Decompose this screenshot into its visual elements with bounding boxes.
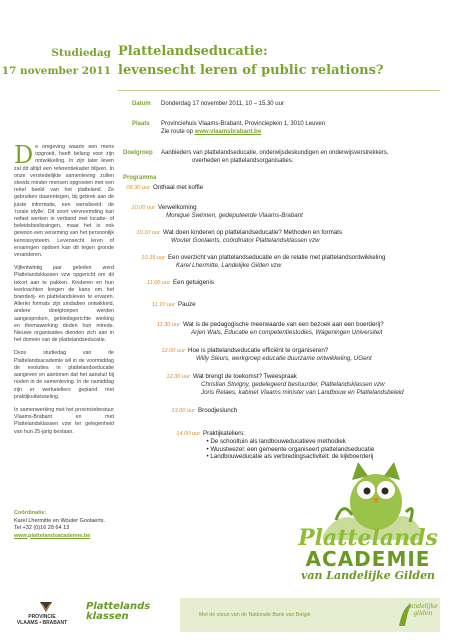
program-speaker: Arjen Wals, Educatie en competentiestudies, Wageningen Universiteit	[191, 328, 383, 336]
program-item	[198, 407, 398, 415]
workshop-bullet: • Landbouweducatie als verbredingsactiviteit: de kijkboerderij	[203, 453, 374, 461]
pk-line-2: klassen	[86, 611, 129, 622]
coordination-tel: Tel +32 (0)16 28 64 13	[14, 525, 70, 531]
program-title: Een overzicht van plattelandseducatie en de relatie met plattelandsontwikkeling	[168, 254, 386, 261]
plaats-value: Provinciehuis Vlaams-Brabant, Provincieplein 1, 3010 Leuven	[161, 121, 326, 127]
program-title: Praktijkateliers:	[203, 430, 245, 437]
program-time: 12.00 uur	[161, 348, 185, 354]
program-title: Hoe is plattelandseducatie efficiënt te organiseren?	[188, 347, 329, 354]
intro-paragraph-2: Vijfentwintig jaar geleden werd Plattelandsklassen vzw opgericht om dit tekort aan te pakken. Kinderen en hun leerkrachten kregen de kans om het boerderij- en plattelandsleven te ervaren. Allerlei formats zijn sindsdien ontwikkeld, andere doelgroepen werden aangesproken, gebiedsgerichte werking en themawerking deden hun intrede. Nieuwe organisaties dienden zich aan in het domein van de plattelandseducatie.	[14, 265, 114, 344]
datum-value: Donderdag 17 november 2011, 10 – 15.30 uur	[161, 101, 284, 107]
route-line	[161, 128, 261, 136]
owl-pupil-right	[382, 488, 389, 495]
intro-paragraph-1	[14, 141, 114, 259]
workshop-text: De schooltuin als landbouweducatieve methodiek	[210, 437, 346, 445]
doelgroep-label: Doelgroep	[123, 150, 153, 156]
program-title: Een getuigenis	[173, 279, 214, 286]
landelijke-gilden-text	[408, 603, 438, 617]
title-line-1: Plattelandseducatie:	[118, 44, 268, 59]
program-title: Wat doen kinderen op plattelandseducatie? Methoden en formats	[163, 229, 342, 236]
program-item	[173, 279, 433, 287]
program-time: 13.00 uur	[171, 408, 195, 414]
program-item	[188, 347, 446, 363]
coordination-label: Coördinatie:	[14, 510, 47, 516]
program-title: Wat brengt de toekomst? Tweespraak	[193, 373, 297, 380]
program-item	[183, 321, 448, 337]
logo-line-1: Plattelands	[298, 525, 438, 551]
program-item	[168, 254, 450, 270]
program-speaker-2: Joris Relaes, kabinet Vlaams minister van Landbouw en Plattelandsbeleid	[201, 388, 404, 396]
program-speaker: Monique Swinnen, gedeputeerde Vlaams-Brabant	[166, 211, 303, 219]
logo-line-2: ACADEMIE	[305, 547, 431, 571]
doelgroep-line-1: Aanbieders van plattelandseducatie, onderwijsdeskundigen en onderwijsverstrekkers,	[161, 150, 389, 156]
event-date: 17 november 2011	[1, 65, 111, 77]
support-text: Met de steun van de Nationale Bank van België	[199, 612, 311, 618]
coordination-site-link[interactable]: www.plattelandsacademie.be	[14, 532, 91, 539]
page-title	[118, 42, 384, 80]
program-time: 14.00 uur	[176, 431, 200, 437]
prov-line-1: PROVINCIE	[28, 614, 56, 620]
program-time: 11.30 uur	[156, 322, 180, 328]
intro-paragraph-3: Deze studiedag van de Plattelandsacademie wil in de voormiddag de evoluties in plattelandseducatie aangeven en aantonen dat het aansluit bij noden in de samenleving. In de namiddag zijn er werkateliers gepland met praktijkuitwisseling.	[14, 350, 114, 400]
prov-line-2: VLAAMS • BRABANT	[16, 620, 68, 626]
program-time: 10.00 uur	[131, 205, 155, 211]
program-title: Pauze	[178, 301, 196, 308]
program-speaker: Karel Lhermitte, Landelijke Gilden vzw	[176, 261, 282, 269]
programma-label: Programma	[123, 175, 157, 181]
program-time: 11.00 uur	[146, 280, 170, 286]
program-time: 12.30 uur	[166, 374, 190, 380]
logo-line-3: van Landelijke Gilden	[300, 569, 436, 582]
workshop-bullet: • De schooltuin als landbouweducatieve methodiek	[203, 437, 346, 445]
workshop-text: Wuustwezel: een gemeente organiseert plattelandseducatie	[210, 445, 375, 453]
intro-p1-text: e omgeving waarin een mens opgroeit, heeft belang voor zijn ontwikkeling. In zijn later leven zal dit altijd een referentiekader blijven. In onze verstedelijkte samenleving zullen steeds minder mensen opgroeien met een reëel beeld van het platteland. Ze gebruiken daarentegen, bij gebrek aan de juiste informatie, een wensbeeld: de 'rurale idylle'. Dit soort vervreemding kan nefast werken in verband met locatie- of beleidsbeslissingen, maar het is ook gewoon een verarming van het persoonlijk kennissysteem. Levensecht leren of ervaringen opdoen kan dit tegen gronde veranderen.	[14, 144, 114, 259]
program-time: 09.30 uur	[126, 185, 150, 191]
dropcap: D	[14, 141, 34, 169]
program-title: Verwelkoming	[158, 204, 197, 211]
datum-label: Datum	[132, 101, 151, 107]
title-line-2: levensecht leren of public relations?	[118, 63, 384, 78]
doelgroep-value	[161, 149, 446, 165]
workshop-text: Landbouweducatie als verbredingsactiviteit: de kijkboerderij	[210, 453, 374, 461]
program-item	[158, 204, 438, 220]
program-speaker: Christian Stivigny, gedelegeerd bestuurder, Plattelandsklassen vzw	[201, 380, 385, 388]
program-time: 10.10 uur	[136, 230, 160, 236]
program-title: Onthaal met koffie	[153, 184, 204, 191]
program-title: Wat is de pedagogische meerwaarde van een bezoek aan een boerderij?	[183, 321, 384, 328]
owl-pupil-left	[364, 488, 371, 495]
coordination-block	[14, 510, 144, 540]
program-item	[178, 301, 433, 309]
event-type: Studiedag	[51, 47, 111, 59]
program-item	[193, 373, 448, 396]
intro-text	[14, 141, 114, 442]
route-text: Zie route op	[161, 129, 194, 135]
plaats-label: Plaats	[132, 121, 150, 127]
program-item	[153, 184, 433, 192]
program-title: Broodjeslunch	[198, 407, 238, 414]
academy-logo	[284, 527, 452, 582]
doelgroep-line-2: overheden en plattelandsorganisaties.	[192, 158, 294, 164]
program-speaker: Wouter Goolaerts, coördinator Plattelandsklassen vzw	[171, 236, 320, 244]
province-text	[12, 614, 72, 626]
program-item	[163, 229, 448, 245]
program-speaker: Willy Sleurs, werkgroep educatie duurzame ontwikkeling, UGent	[196, 354, 372, 362]
header-divider	[118, 90, 440, 91]
program-time: 11.10 uur	[151, 302, 175, 308]
plattelandsklassen-logo	[86, 602, 150, 622]
coordination-names: Karel Lhermitte en Wouter Goolaerts.	[14, 517, 105, 524]
route-link[interactable]: www.vlaamsbrabant.be	[194, 129, 262, 135]
lg-line-1: landelijke	[408, 603, 438, 610]
intro-paragraph-4: In samenwerking met het provinciebestuur Vlaams-Brabant en met Plattelandsklassen vzw ter gelegenheid van hun 25-jarig bestaan.	[14, 406, 114, 435]
pk-line-1: Plattelands	[86, 601, 151, 612]
program-time: 10.35 uur	[141, 255, 165, 261]
workshop-bullet: • Wuustwezel: een gemeente organiseert plattelandseducatie	[203, 445, 375, 453]
event-date-block	[2, 44, 111, 80]
lg-line-2: gilden	[413, 610, 433, 617]
